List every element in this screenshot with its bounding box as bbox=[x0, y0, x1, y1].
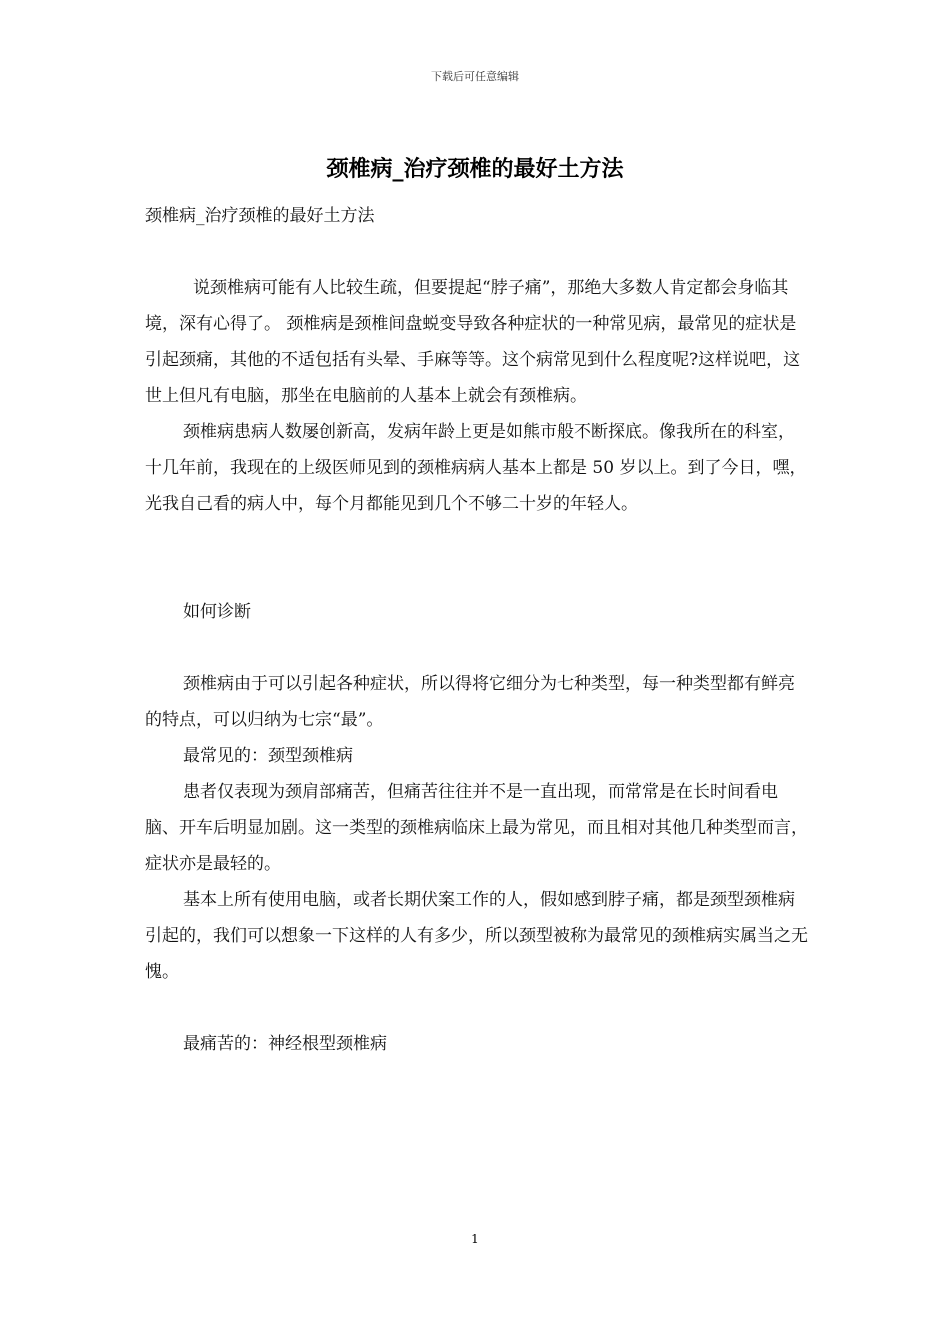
document-title: 颈椎病_治疗颈椎的最好土方法 bbox=[326, 156, 624, 182]
section-heading-diagnosis: 如何诊断 bbox=[183, 602, 251, 622]
paragraph-common-type-symptoms: 患者仅表现为颈肩部痛苦，但痛苦往往并不是一直出现，而常常是在长时间看电脑、开车后明显加剧。这一类型的颈椎病临床上最为常见，而且相对其他几种类型而言，症状亦是最轻的。 bbox=[145, 782, 808, 874]
spacer bbox=[145, 630, 810, 666]
paragraph-intro: 说颈椎病可能有人比较生疏，但要提起“脖子痛”，那绝大多数人肯定都会身临其境，深有心得了。 颈椎病是颈椎间盘蜕变导致各种症状的一种常见病，最常见的症状是引起颈痛，其他的不适包括有头晕、手麻等等。这个病常见到什么程度呢?这样说吧，这世上但凡有电脑，那坐在电脑前的人基本上就会有颈椎病。 bbox=[145, 278, 801, 406]
spacer bbox=[145, 990, 810, 1026]
page-header: 下载后可任意编辑 bbox=[431, 70, 519, 83]
section-heading-common-type: 最常见的：颈型颈椎病 bbox=[183, 746, 353, 766]
spacer bbox=[145, 522, 810, 594]
document-subtitle: 颈椎病_治疗颈椎的最好土方法 bbox=[145, 206, 375, 226]
section-heading-painful-type: 最痛苦的：神经根型颈椎病 bbox=[183, 1034, 387, 1054]
page-number: 1 bbox=[471, 1232, 479, 1246]
document-body bbox=[145, 198, 810, 1062]
paragraph-common-type-prevalence: 基本上所有使用电脑，或者长期伏案工作的人，假如感到脖子痛，都是颈型颈椎病引起的，我们可以想象一下这样的人有多少，所以颈型被称为最常见的颈椎病实属当之无愧。 bbox=[145, 890, 808, 982]
paragraph-statistics: 颈椎病患病人数屡创新高，发病年龄上更是如熊市般不断探底。像我所在的科室，十几年前，我现在的上级医师见到的颈椎病病人基本上都是 50 岁以上。到了今日，嘿，光我自己看的病人中，每个月都能见到几个不够二十岁的年轻人。 bbox=[145, 422, 807, 514]
spacer bbox=[145, 234, 810, 270]
paragraph-types: 颈椎病由于可以引起各种症状，所以得将它细分为七种类型，每一种类型都有鲜亮的特点，可以归纳为七宗“最”。 bbox=[145, 674, 795, 730]
